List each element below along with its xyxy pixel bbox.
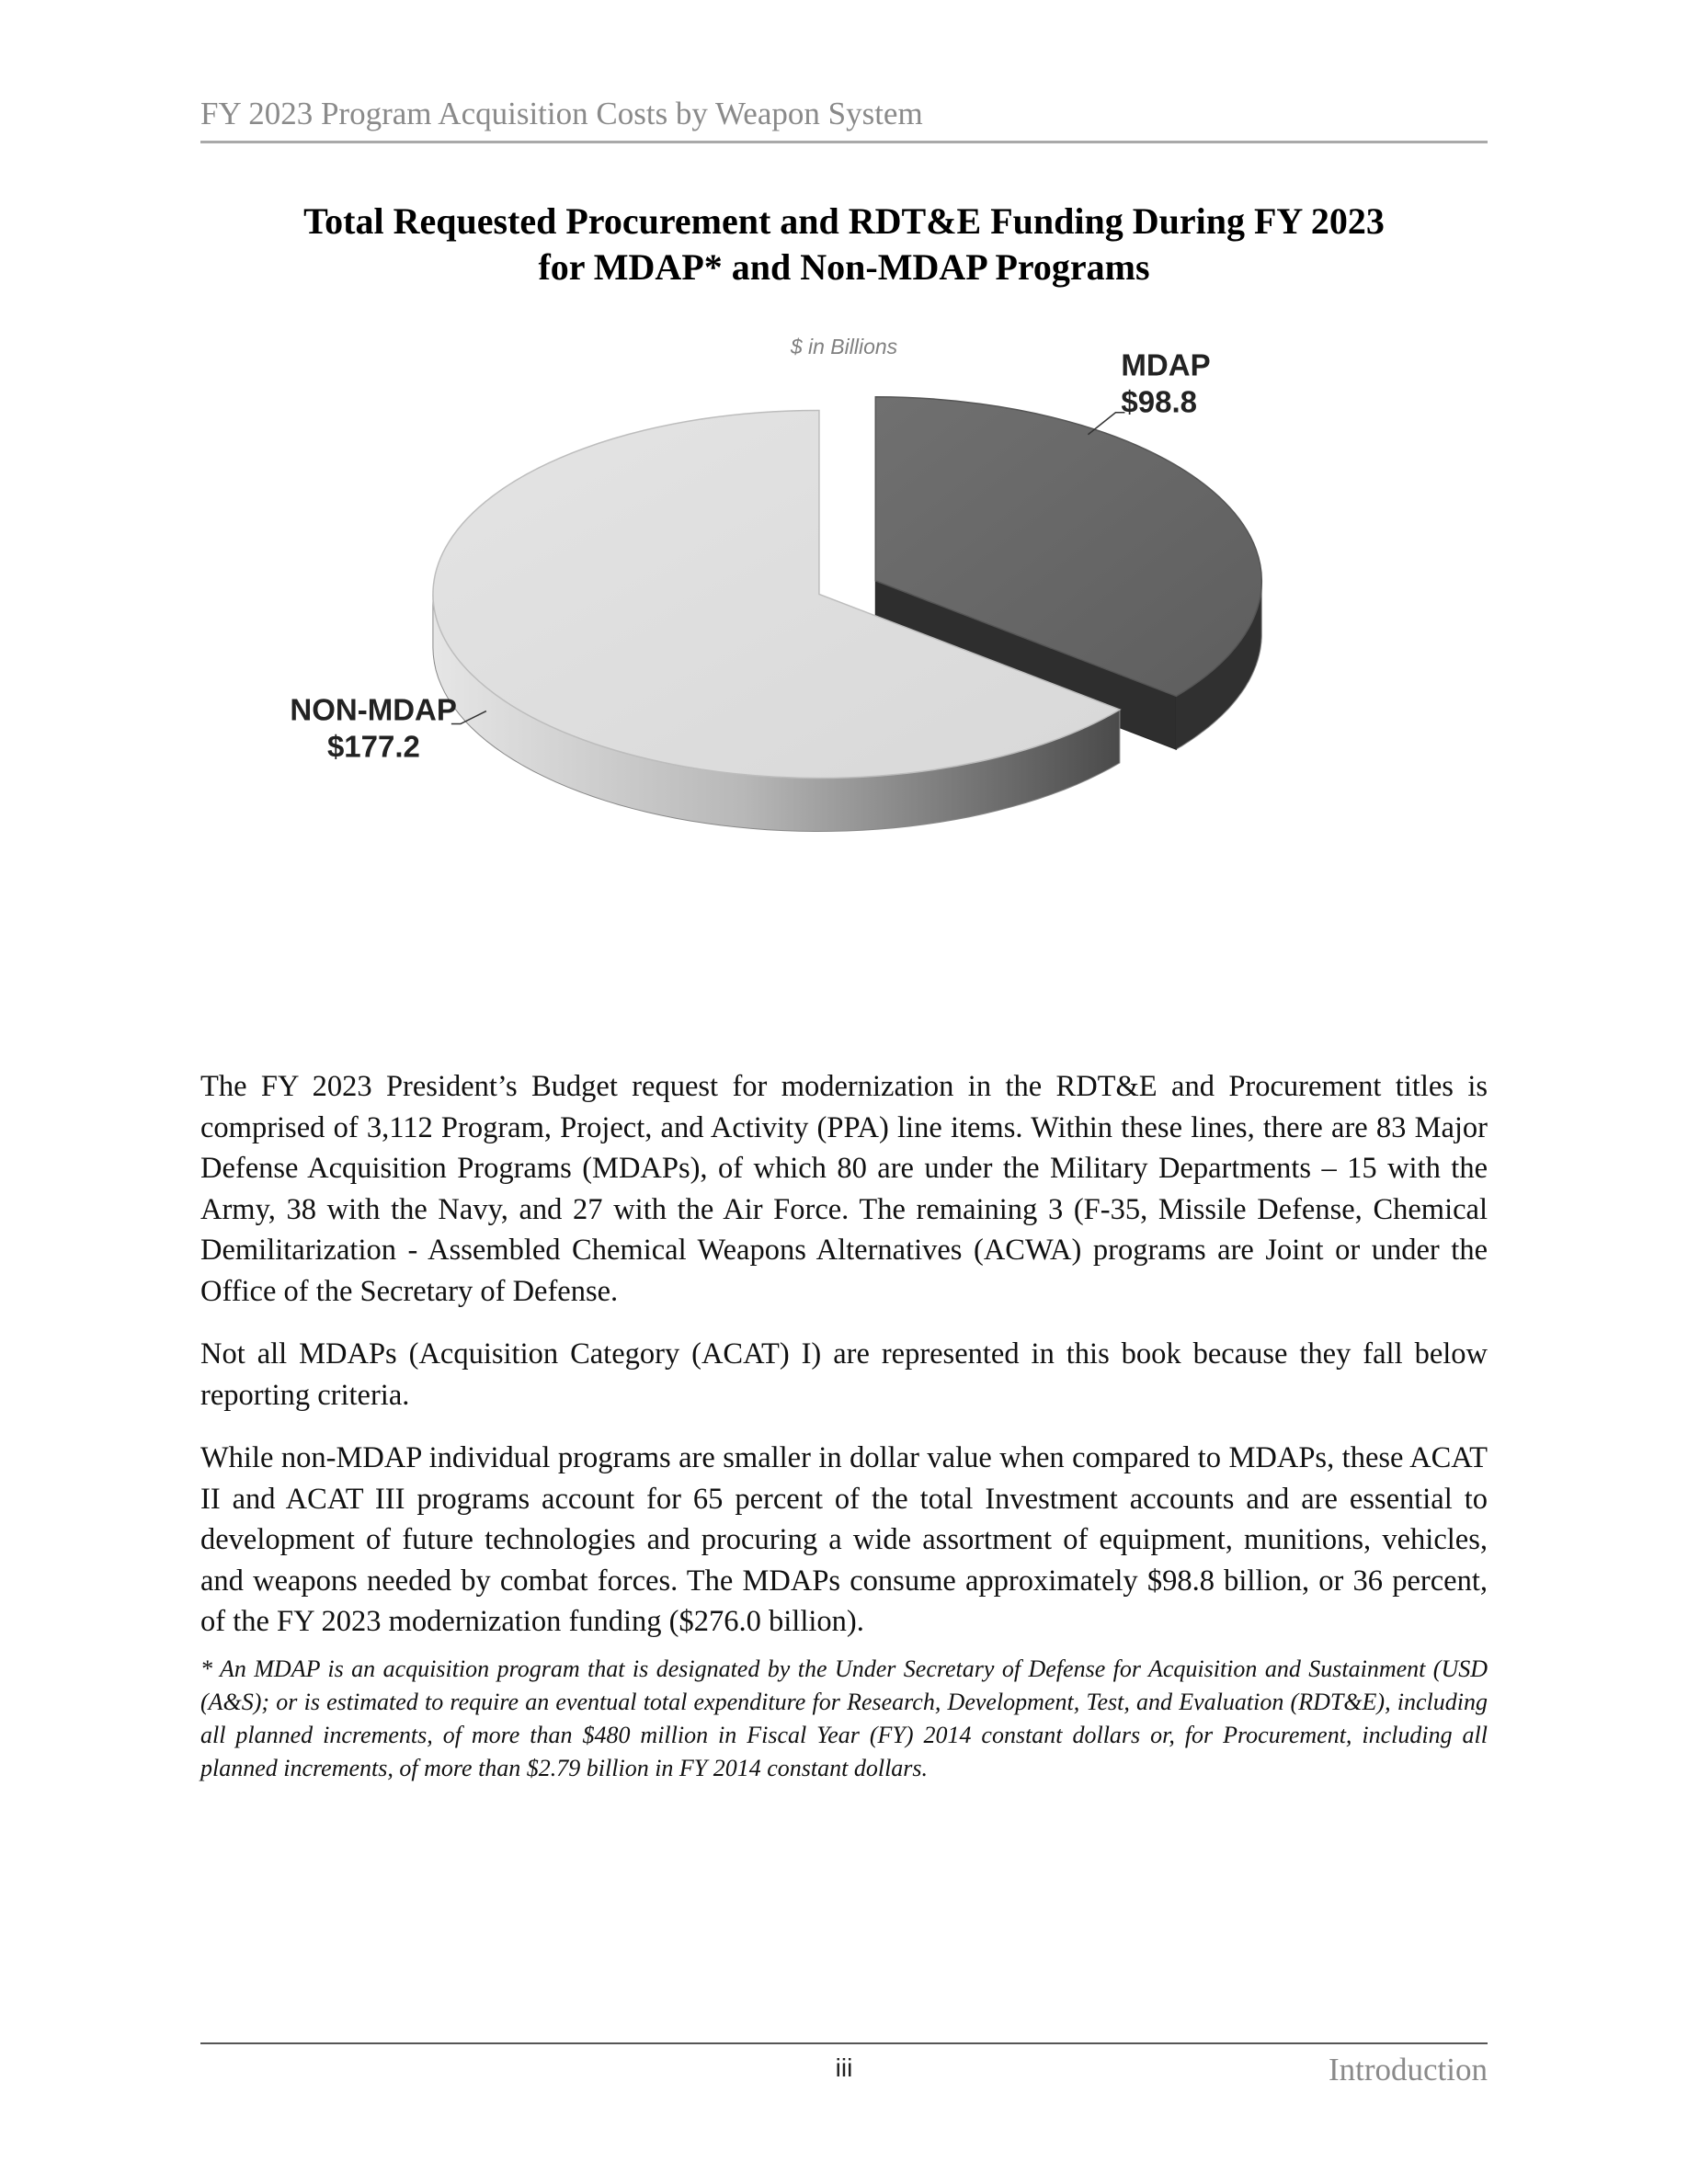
non-mdap-label-name: NON-MDAP bbox=[290, 692, 457, 727]
non-mdap-label bbox=[290, 693, 485, 764]
figure-units-label: $ in Billions bbox=[790, 335, 898, 358]
footnote: * An MDAP is an acquisition program that is designated by the Under Secretary of Defense for Acquisition and Sustainment (USD (A&S); or is estimated to require an eventual total expenditure for Research, Development, Test, and Evaluation (RDT&E), including all planned increments, of more than $480 million in Fiscal Year (FY) 2014 constant dollars or, for Procurement, including all planned increments, of more than $2.79 billion in FY 2014 constant dollars. bbox=[200, 1655, 1488, 1781]
page-number: iii bbox=[835, 2053, 853, 2082]
footer-section-name: Introduction bbox=[1328, 2052, 1488, 2087]
paragraph-1: The FY 2023 President’s Budget request for modernization in the RDT&E and Procurement titles is comprised of 3,112 Program, Project, and Activity (PPA) line items. Within these lines, there are 83 Major Defense Acquisition Programs (MDAPs), of which 80 are under the Military Departments – 15 with the Army, 38 with the Navy, and 27 with the Air Force. The remaining 3 (F-35, Missile Defense, Chemical Demilitarization - Assembled Chemical Weapons Alternatives (ACWA) programs are Joint or under the Office of the Secretary of Defense. bbox=[200, 1070, 1488, 1308]
mdap-label-value: $98.8 bbox=[1121, 384, 1198, 419]
body-text bbox=[200, 1066, 1488, 1665]
running-header: FY 2023 Program Acquisition Costs by Weapon System bbox=[200, 96, 923, 131]
pie-chart-svg bbox=[0, 347, 1688, 919]
header-rule bbox=[200, 141, 1488, 143]
footer-rule bbox=[200, 2042, 1488, 2044]
figure-title-line-1: Total Requested Procurement and RDT&E Funding During FY 2023 bbox=[303, 200, 1385, 242]
paragraph-2: Not all MDAPs (Acquisition Category (ACAT) I) are represented in this book because they fall below reporting criteria. bbox=[200, 1337, 1488, 1412]
mdap-label bbox=[1088, 348, 1210, 435]
figure-title bbox=[200, 199, 1488, 290]
pie-chart bbox=[0, 347, 1688, 919]
paragraph-3: While non-MDAP individual programs are smaller in dollar value when compared to MDAPs, these ACAT II and ACAT III programs account for 65 percent of the total Investment accounts and are essential to development of future technologies and procuring a wide assortment of equipment, munitions, vehicles, and weapons needed by combat forces. The MDAPs consume approximately $98.8 billion, or 36 percent, of the FY 2023 modernization funding ($276.0 billion). bbox=[200, 1441, 1488, 1638]
mdap-label-name: MDAP bbox=[1121, 347, 1211, 382]
figure-title-line-2: for MDAP* and Non-MDAP Programs bbox=[538, 246, 1150, 288]
non-mdap-label-value: $177.2 bbox=[326, 729, 420, 764]
